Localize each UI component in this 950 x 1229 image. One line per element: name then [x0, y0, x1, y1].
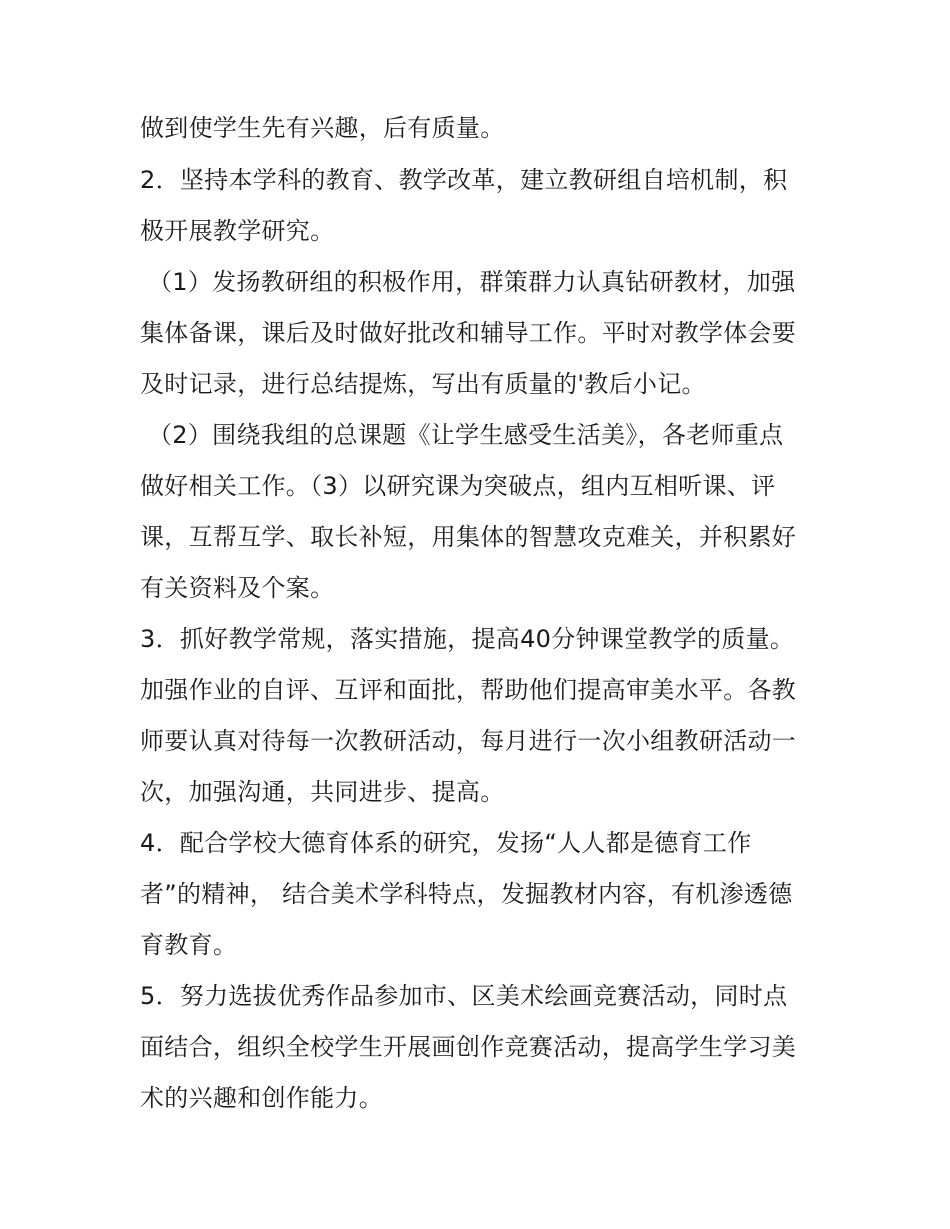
text-line: 师要认真对待每一次教研活动，每月进行一次小组教研活动一 — [140, 727, 797, 755]
text-line: 做好相关工作。（3）以研究课为突破点，组内互相听课、评 — [140, 472, 776, 500]
text-line: （1）发扬教研组的积极作用，群策群力认真钻研教材，加强 — [148, 268, 796, 296]
text-line: 极开展教学研究。 — [140, 217, 335, 245]
text-line: 有关资料及个案。 — [140, 574, 335, 602]
text-line: 课，互帮互学、取长补短，用集体的智慧攻克难关，并积累好 — [140, 523, 797, 551]
text-line: 5．努力选拔优秀作品参加市、区美术绘画竞赛活动，同时点 — [140, 982, 788, 1010]
text-line: 集体备课，课后及时做好批改和辅导工作。平时对教学体会要 — [140, 319, 797, 347]
text-line: 育教育。 — [140, 931, 238, 959]
text-line: （2）围绕我组的总课题《让学生感受生活美》，各老师重点 — [148, 421, 784, 449]
text-line: 及时记录，进行总结提炼，写出有质量的'教后小记。 — [140, 370, 706, 398]
text-line: 者”的精神， 结合美术学科特点，发掘教材内容，有机渗透德 — [140, 880, 793, 908]
text-line: 2．坚持本学科的教育、教学改革，建立教研组自培机制，积 — [140, 166, 788, 194]
text-line: 3．抓好教学常规，落实措施，提高40分钟课堂教学的质量。 — [140, 625, 795, 653]
text-line: 4．配合学校大德育体系的研究，发扬“人人都是德育工作 — [140, 829, 752, 857]
text-line: 面结合，组织全校学生开展画创作竞赛活动，提高学生学习美 — [140, 1033, 797, 1061]
text-line: 次，加强沟通，共同进步、提高。 — [140, 778, 505, 806]
text-line: 加强作业的自评、互评和面批，帮助他们提高审美水平。各教 — [140, 676, 797, 704]
text-line: 术的兴趣和创作能力。 — [140, 1084, 383, 1112]
text-line: 做到使学生先有兴趣，后有质量。 — [140, 114, 505, 142]
